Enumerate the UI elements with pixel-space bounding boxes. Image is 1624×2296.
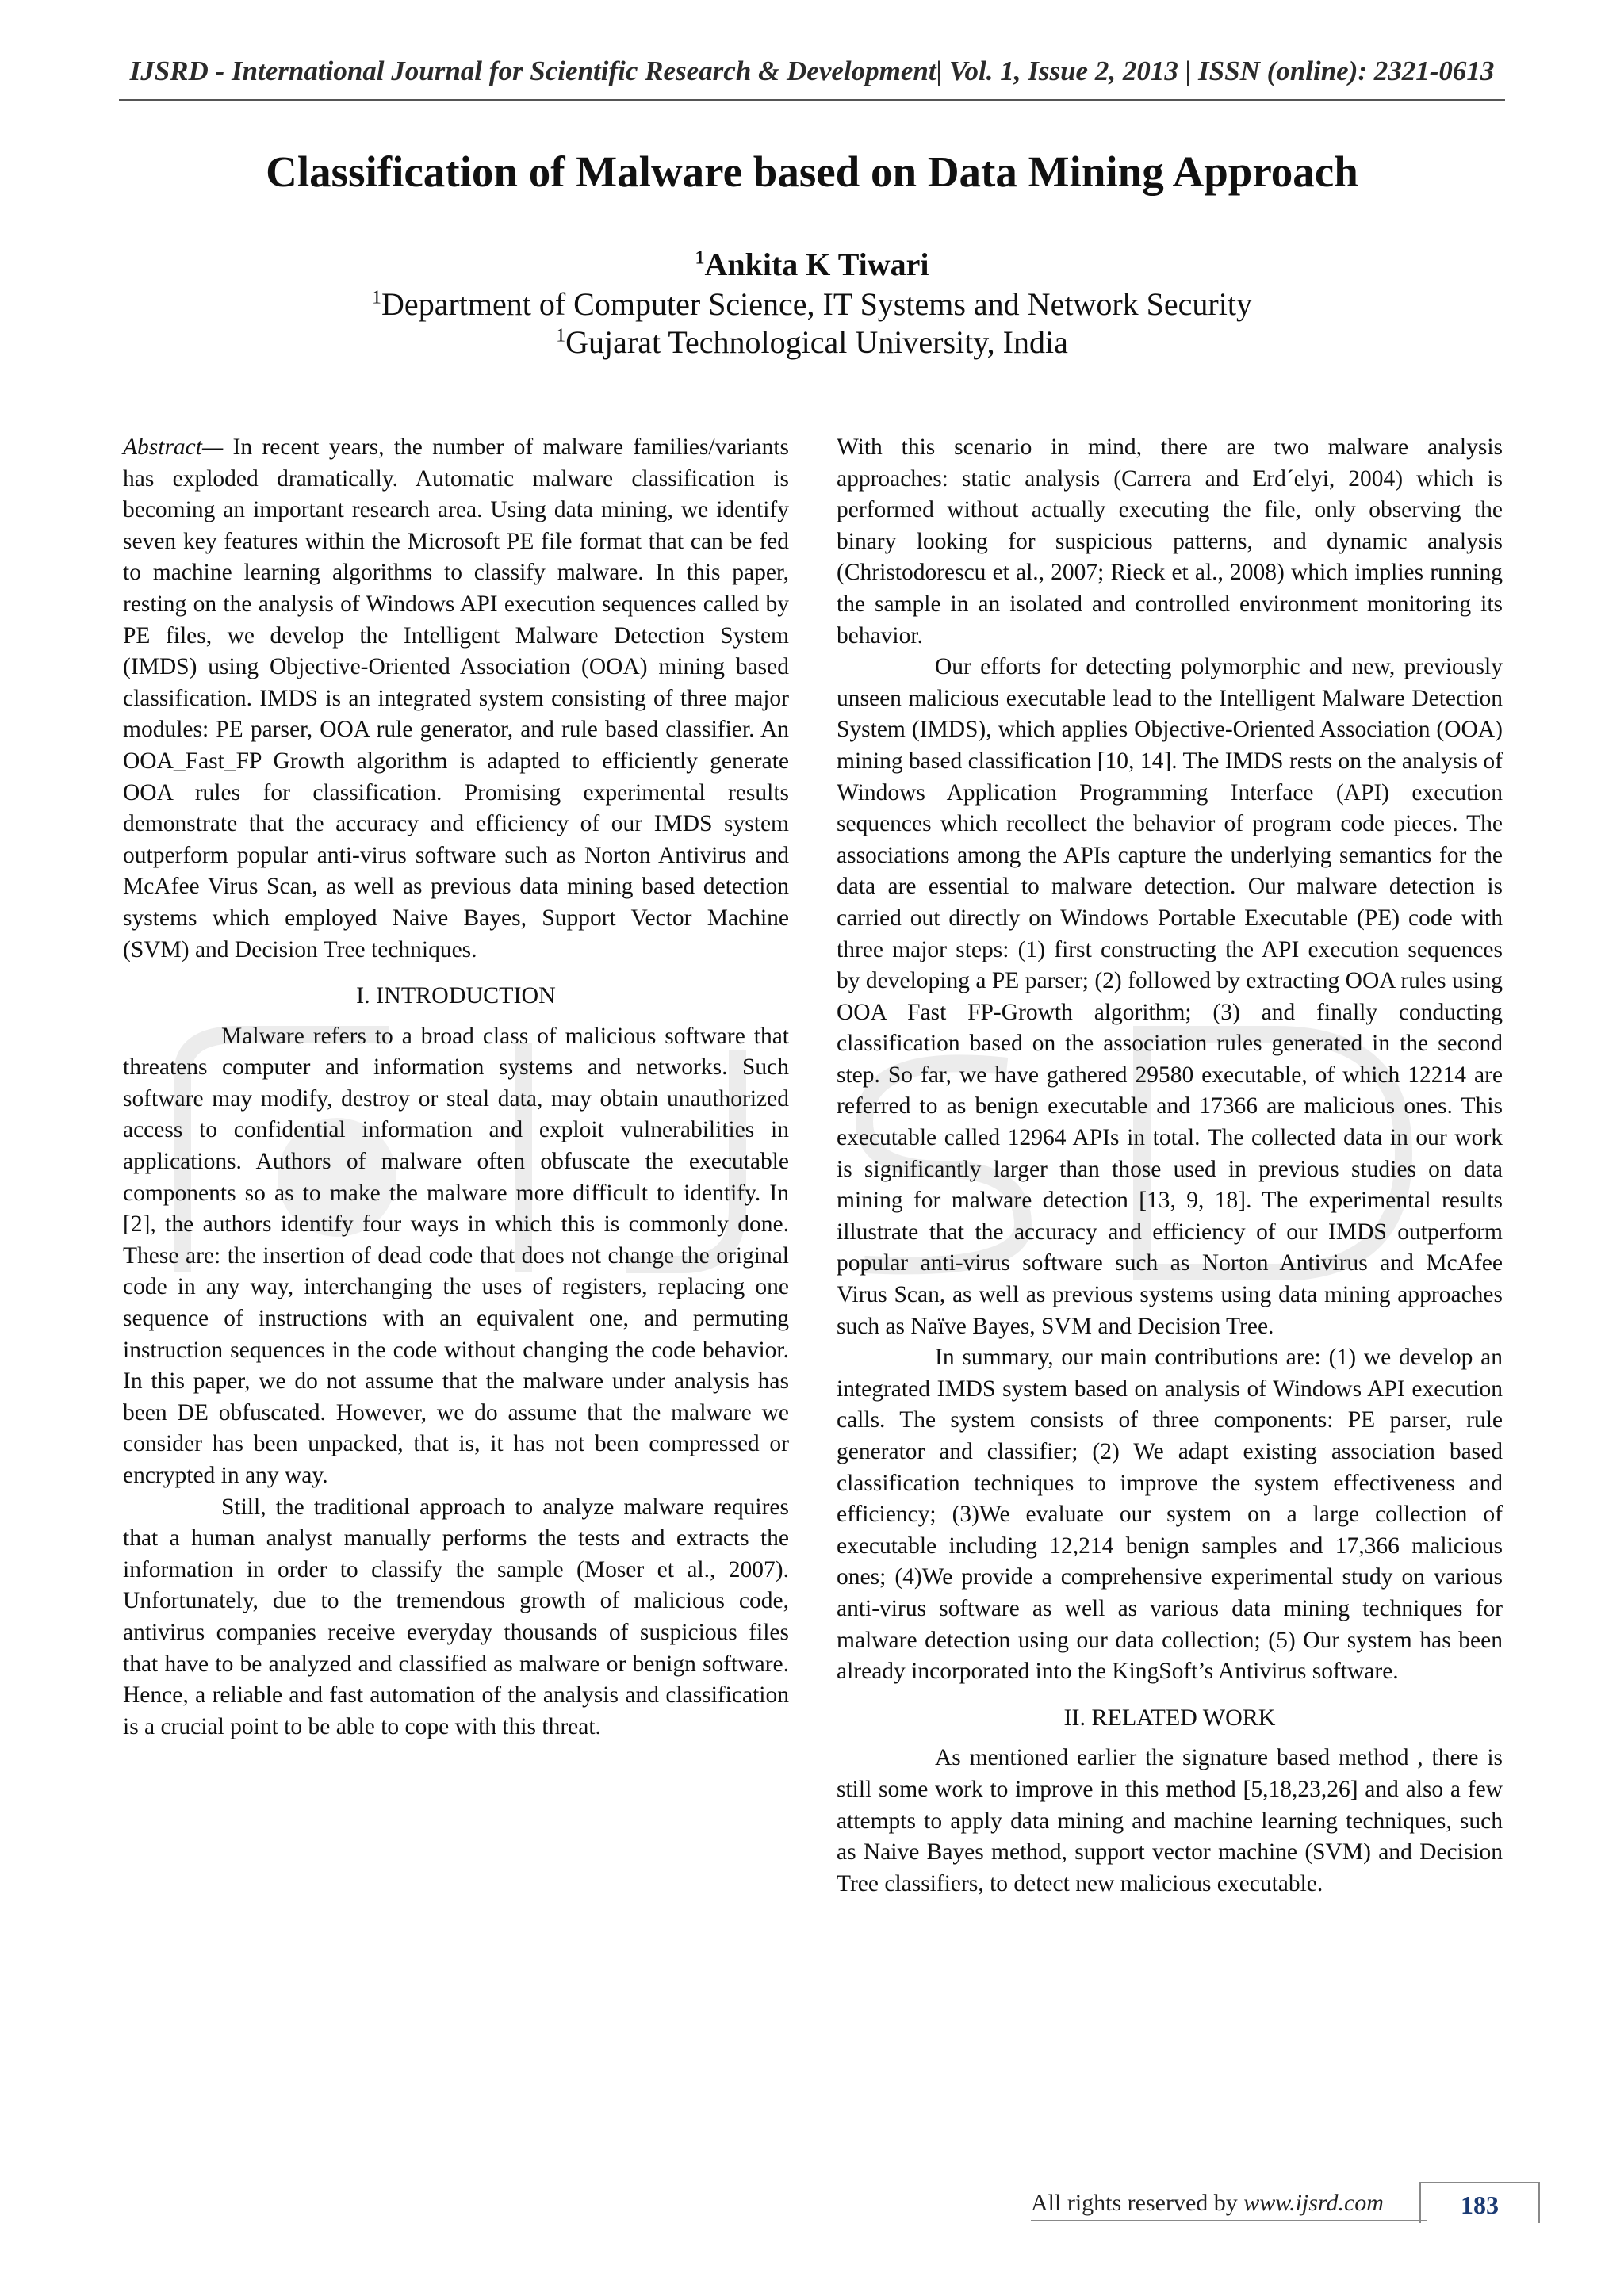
affiliation-2-text: Gujarat Technological University, India [565, 324, 1068, 360]
affiliation-1-superscript: 1 [372, 287, 382, 308]
left-column [123, 432, 789, 1743]
abstract-label: Abstract— [123, 434, 224, 460]
footer-rule [1031, 2220, 1427, 2221]
abstract [123, 432, 789, 966]
author-superscript: 1 [695, 247, 705, 269]
intro-paragraph-1: Malware refers to a broad class of malicious software that threatens computer and information systems and networks. Such software may modify, destroy or steal data, may obtain unauthorized access to confidential information and exploit vulnerabilities in applications. Authors of malware often obfuscate the executable components so as to make the malware more difficult to identify. In [2], the authors identify four ways in which this is commonly done. These are: the insertion of dead code that does not change the original code in any way, interchanging the uses of registers, replacing one sequence of instructions with an equivalent one, and permuting instruction sequences in the code without changing the code behavior. In this paper, we do not assume that the malware under analysis has been DE obfuscated. However, we do assume that the malware we consider has been unpacked, that is, it has not been compressed or encrypted in any way. [123, 1023, 789, 1488]
author-name: Ankita K Tiwari [704, 247, 929, 282]
affiliation-2-superscript: 1 [556, 325, 566, 346]
running-header: IJSRD - International Journal for Scientific Research & Development| Vol. 1, Issue 2, 2013 | ISSN (online): 2321-0613 [129, 55, 1495, 86]
section-heading-related-work: II. RELATED WORK [1063, 1704, 1276, 1731]
right-column [837, 432, 1503, 1900]
affiliation-1 [119, 285, 1505, 323]
affiliation-1-text: Department of Computer Science, IT Systems and Network Security [381, 286, 1252, 322]
author-line [119, 246, 1505, 283]
intro-paragraph-5: In summary, our main contributions are: (1) we develop an integrated IMDS system based on analysis of Windows API execution calls. The system consists of three components: PE parser, rule generator and classifier; (2) We adapt existing association based classification techniques to improve the system effectiveness and efficiency; (3)We evaluate our system on a large collection of executable including 12,214 benign samples and 17,366 malicious ones; (4)We provide a comprehensive experimental study on various anti-virus software as well as various data mining techniques for malware detection using our data collection; (5) Our system has been already incorporated into the KingSoft’s Antivirus software. [837, 1345, 1503, 1685]
paper-title: Classification of Malware based on Data Mining Approach [266, 147, 1358, 196]
intro-paragraph-3-continued: With this scenario in mind, there are two malware analysis approaches: static analysis (Carrera and Erd´elyi, 2004) which is performed without actually executing the file, only observing the binary looking for suspicious patterns, and dynamic analysis (Christodorescu et al., 2007; Rieck et al., 2008) which implies running the sample in an isolated and controlled environment monitoring its behavior. [837, 434, 1503, 649]
intro-paragraph-2: Still, the traditional approach to analyze malware requires that a human analyst manually performs the tests and extracts the information in order to classify the sample (Moser et al., 2007). Unfortunately, due to the tremendous growth of malicious code, antivirus companies receive everyday thousands of suspicious files that have to be analyzed and classified as malware or benign software. Hence, a reliable and fast automation of the analysis and classification is a crucial point to be able to cope with this threat. [123, 1494, 789, 1739]
intro-paragraph-4: Our efforts for detecting polymorphic and new, previously unseen malicious executable lead to the Intelligent Malware Detection System (IMDS), which applies Objective-Oriented Association (OOA) mining based classification [10, 14]. The IMDS rests on the analysis of Windows Application Programming Interface (API) execution sequences which recollect the behavior of program code pieces. The associations among the APIs capture the underlying semantics for the data are essential to malware detection. Our malware detection is carried out directly on Windows Portable Executable (PE) code with three major steps: (1) first constructing the API execution sequences by developing a PE parser; (2) followed by extracting OOA rules using OOA Fast FP-Growth algorithm; (3) and finally conducting classification based on the association rules generated in the second step. So far, we have gathered 29580 executable, of which 12214 are referred to as benign executable and 17366 are malicious ones. This executable called 12964 APIs in total. The collected data in our work is significantly larger than those used in previous studies on data mining for malware detection [13, 9, 18]. The experimental results illustrate that the accuracy and efficiency of our IMDS outperform popular anti-virus software such as Norton Antivirus and McAfee Virus Scan, as well as previous systems using data mining approaches such as Naïve Bayes, SVM and Decision Tree. [837, 654, 1503, 1339]
page-number: 183 [1419, 2182, 1540, 2223]
footer-rights [1031, 2190, 1384, 2217]
abstract-text: In recent years, the number of malware families/variants has exploded dramatically. Automatic malware classification is becoming an important research area. Using data mining, we identify seven key features within the Microsoft PE file format that can be fed to machine learning algorithms to classify malware. In this paper, resting on the analysis of Windows API execution sequences called by PE files, we develop the Intelligent Malware Detection System (IMDS) using Objective-Oriented Association (OOA) mining based classification. IMDS is an integrated system consisting of three major modules: PE parser, OOA rule generator, and rule based classifier. An OOA_Fast_FP Growth algorithm is adapted to efficiently generate OOA rules for classification. Promising experimental results demonstrate that the accuracy and efficiency of our IMDS system outperform popular anti-virus software such as Norton Antivirus and McAfee Virus Scan, as well as previous data mining based detection systems which employed Naive Bayes, Support Vector Machine (SVM) and Decision Tree techniques. [123, 434, 789, 962]
affiliation-2 [119, 323, 1505, 361]
related-work-paragraph-1: As mentioned earlier the signature based method , there is still some work to improve in this method [5,18,23,26] and also a few attempts to apply data mining and machine learning techniques, such as Naive Bayes method, support vector machine (SVM) and Decision Tree classifiers, to detect new malicious executable. [837, 1745, 1503, 1896]
header-rule [119, 99, 1505, 101]
section-heading-introduction: I. INTRODUCTION [356, 982, 556, 1009]
footer-rights-text: All rights reserved by [1031, 2190, 1244, 2216]
footer-site-link[interactable]: www.ijsrd.com [1243, 2190, 1384, 2216]
